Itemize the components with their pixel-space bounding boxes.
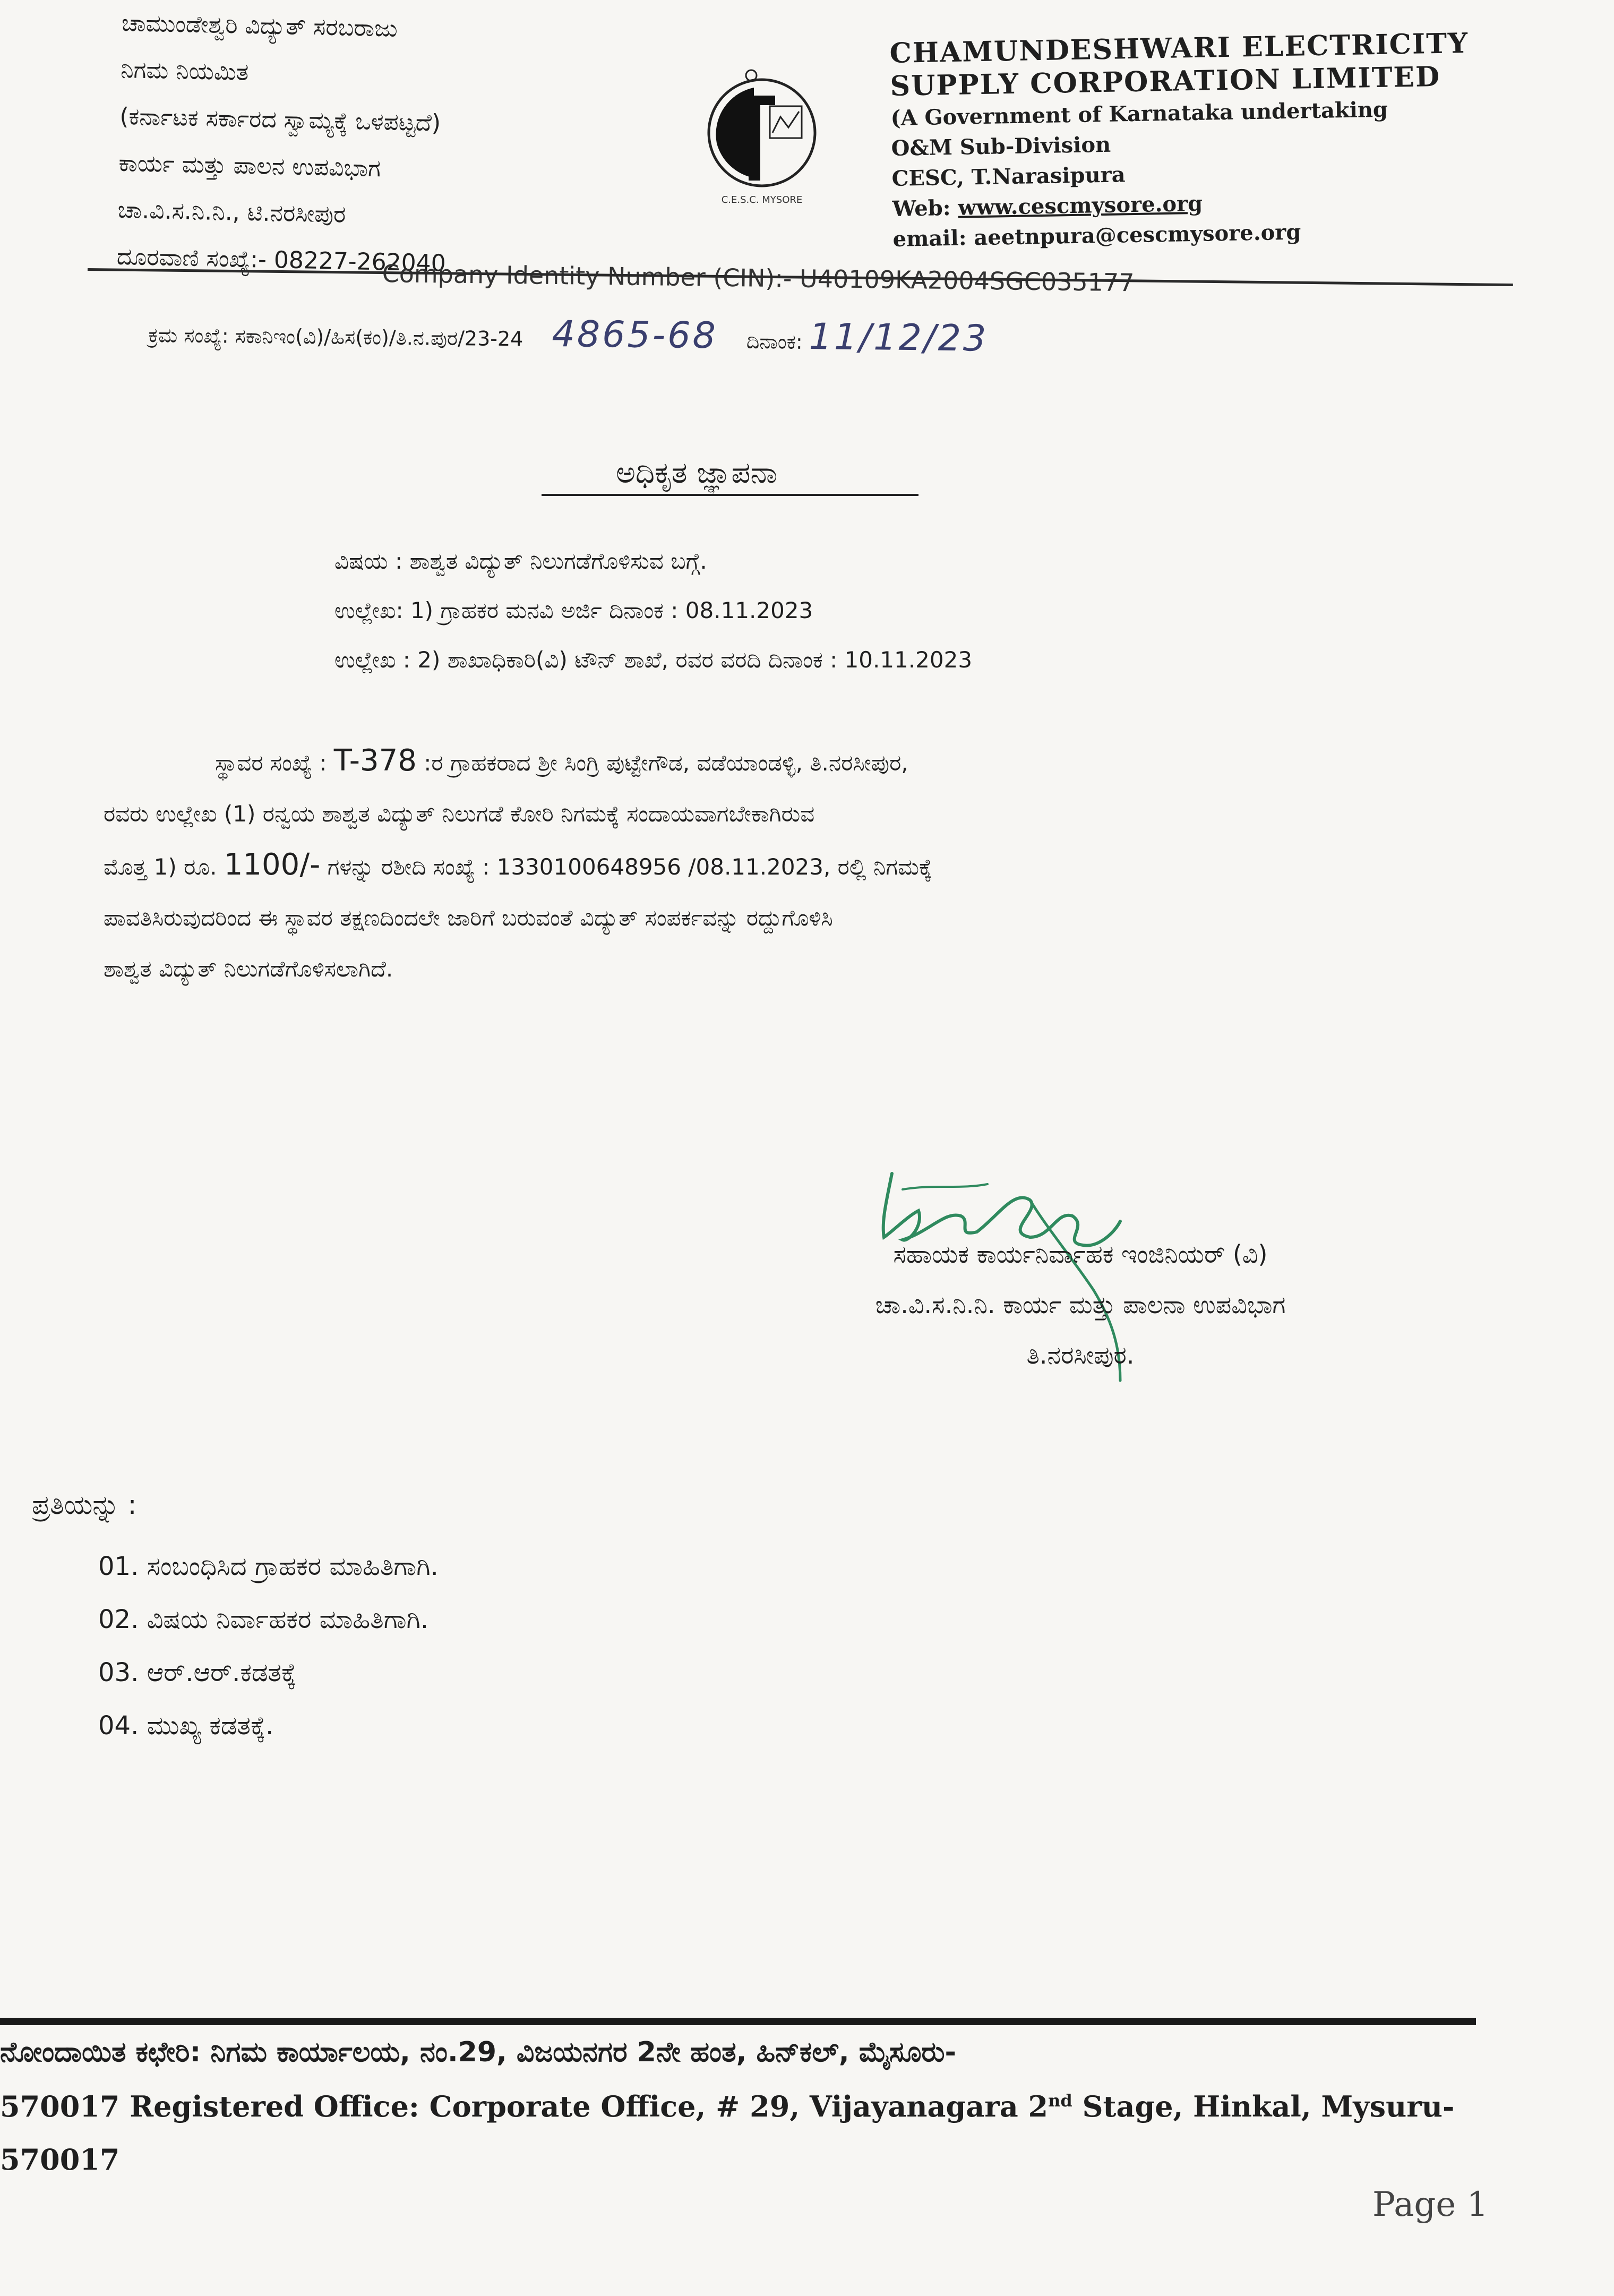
signatory-office: ಚಾ.ವಿ.ಸ.ನಿ.ನಿ. ಕಾರ್ಯ ಮತ್ತು ಪಾಲನಾ ಉಪವಿಭಾಗ [875,1290,1286,1319]
amount: 1100/- [224,847,321,882]
footer-address-kannada: ನೋಂದಾಯಿತ ಕಛೇರಿ: ನಿಗಮ ಕಾರ್ಯಾಲಯ, ನಂ.29, ವಿಜಯನಗರ 2ನೇ ಹಂತ, ಹಿನ್‌ಕಲ್, ಮೈಸೂರು- [0,2036,957,2068]
email-link[interactable]: aeetnpura@cescmysore.org [973,219,1301,251]
logo-text: C.E.S.C. MYSORE [721,194,803,205]
company-cin: Company Identity Number (CIN):- U40109KA2004SGC035177 [382,259,1135,297]
footer-address-english: 570017 Registered Office: Corporate Office, # 29, Vijayanagara 2nd Stage, Hinkal, Mysuru- [0,2089,1455,2123]
reference-date-handwritten: 11/12/23 [809,316,989,360]
reference-2-line: ಉಲ್ಲೇಖ : 2) ಶಾಖಾಧಿಕಾರಿ(ವಿ) ಟೌನ್ ಶಾಖೆ, ರವರ ವರದಿ ದಿನಾಂಕ : 10.11.2023 [334,647,973,673]
body-line-2: ರವರು ಉಲ್ಲೇಖ (1) ರನ್ವಯ ಶಾಶ್ವತ ವಿದ್ಯುತ್ ನಿಲುಗಡೆ ಕೋರಿ ನಿಗಮಕ್ಕೆ ಸಂದಾಯವಾಗಬೇಕಾಗಿರುವ [104,801,815,827]
signatory-place: ತಿ.ನರಸೀಪುರ. [1026,1341,1135,1369]
footer-divider [0,2018,1476,2025]
org-division-english: O&M Sub-Division [891,132,1111,161]
org-division-kannada: ಕಾರ್ಯ ಮತ್ತು ಪಾಲನ ಉಪವಿಭಾಗ [118,149,381,183]
copy-item-3: 03. ಆರ್.ಆರ್.ಕಡತಕ್ಕೆ [98,1658,297,1687]
footer-pincode: 570017 [0,2143,120,2177]
title-underline [542,494,918,496]
document-title: ಅಧಿಕೃತ ಜ್ಞಾಪನಾ [616,456,778,490]
web-link[interactable]: www.cescmysore.org [957,191,1203,220]
org-phone-kannada: ದೂರವಾಣಿ ಸಂಖ್ಯೆ:- 08227-262040 [116,243,447,277]
letterhead-english [889,27,1472,254]
subject-line: ವಿಷಯ : ಶಾಶ್ವತ ವಿದ್ಯುತ್ ನಿಲುಗಡೆಗೊಳಿಸುವ ಬಗ್ಗೆ. [334,548,707,574]
org-name-english-2: SUPPLY CORPORATION LIMITED [890,60,1441,102]
reference-line [148,309,988,360]
page-number: Page 1 [1372,2185,1489,2224]
signatory-block [757,1229,1404,1381]
copy-item-1: 01. ಸಂಬಂಧಿಸಿದ ಗ್ರಾಹಕರ ಮಾಹಿತಿಗಾಗಿ. [98,1552,439,1581]
body-line-4: ಪಾವತಿಸಿರುವುದರಿಂದ ಈ ಸ್ಥಾವರ ತಕ್ಷಣದಿಂದಲೇ ಜಾರಿಗೆ ಬರುವಂತೆ ವಿದ್ಯುತ್ ಸಂಪರ್ಕವನ್ನು ರದ್ದುಗೊಳಿಸಿ [104,905,833,931]
org-govt-kannada: (ಕರ್ನಾಟಕ ಸರ್ಕಾರದ ಸ್ವಾಮ್ಯಕ್ಕೆ ಒಳಪಟ್ಟದೆ) [119,102,441,137]
cesc-logo [690,64,834,223]
body-paragraph [104,735,1410,995]
reference-date-label: ದಿನಾಂಕ: [746,329,803,354]
org-place-english: CESC, T.Narasipura [891,162,1126,191]
org-web: Web: www.cescmysore.org [892,191,1203,221]
org-name-kannada-2: ನಿಗಮ ನಿಯಮಿತ [120,56,249,87]
org-name-kannada-1: ಚಾಮುಂಡೇಶ್ವರಿ ವಿದ್ಯುತ್ ಸರಬರಾಜು [121,9,398,42]
org-govt-english: (A Government of Karnataka undertaking [890,97,1388,131]
org-place-kannada: ಚಾ.ವಿ.ಸ.ನಿ.ನಿ., ಟಿ.ನರಸೀಪುರ [117,196,346,228]
org-name-english-1: CHAMUNDESHWARI ELECTRICITY [889,27,1469,70]
installation-number: T-378 [333,743,417,778]
reference-prefix: ಕ್ರಮ ಸಂಖ್ಯೆ: ಸಕಾನಿಇಂ(ವಿ)/ಹಿಸ(ಕಂ)/ತಿ.ನ.ಪುರ/23-24 [148,323,523,351]
signatory-designation: ಸಹಾಯಕ ಕಾರ್ಯನಿರ್ವಾಹಕ ಇಂಜಿನಿಯರ್ (ವಿ) [893,1240,1268,1269]
reference-1-line: ಉಲ್ಲೇಖ: 1) ಗ್ರಾಹಕರ ಮನವಿ ಅರ್ಜಿ ದಿನಾಂಕ : 08.11.2023 [334,597,813,623]
copies-heading: ಪ್ರತಿಯನ್ನು : [32,1489,137,1520]
letterhead-kannada [116,0,451,287]
copy-item-4: 04. ಮುಖ್ಯ ಕಡತಕ್ಕೆ. [98,1711,274,1741]
body-line-3: ಮೊತ್ತ 1) ರೂ. 1100/- ಗಳನ್ನು ರಶೀದಿ ಸಂಖ್ಯೆ : 1330100648956 /08.11.2023, ರಲ್ಲಿ ನಿಗಮಕ್ಕೆ [104,847,932,882]
copy-item-2: 02. ವಿಷಯ ನಿರ್ವಾಹಕರ ಮಾಹಿತಿಗಾಗಿ. [98,1605,429,1634]
body-line-5: ಶಾಶ್ವತ ವಿದ್ಯುತ್ ನಿಲುಗಡೆಗೊಳಿಸಲಾಗಿದೆ. [104,956,393,982]
subject-block [334,536,972,684]
reference-number-handwritten: 4865-68 [552,313,718,357]
org-email: email: aeetnpura@cescmysore.org [892,219,1301,252]
copies-list [98,1540,439,1752]
body-line-1: ಸ್ಥಾವರ ಸಂಖ್ಯೆ : T-378 :ರ ಗ್ರಾಹಕರಾದ ಶ್ರೀ ಸಿಂಗ್ರಿ ಪುಟ್ಟೇಗೌಡ, ವಡೆಯಾಂಡಳ್ಳಿ, ತಿ.ನರಸೀಪುರ, [215,743,908,778]
